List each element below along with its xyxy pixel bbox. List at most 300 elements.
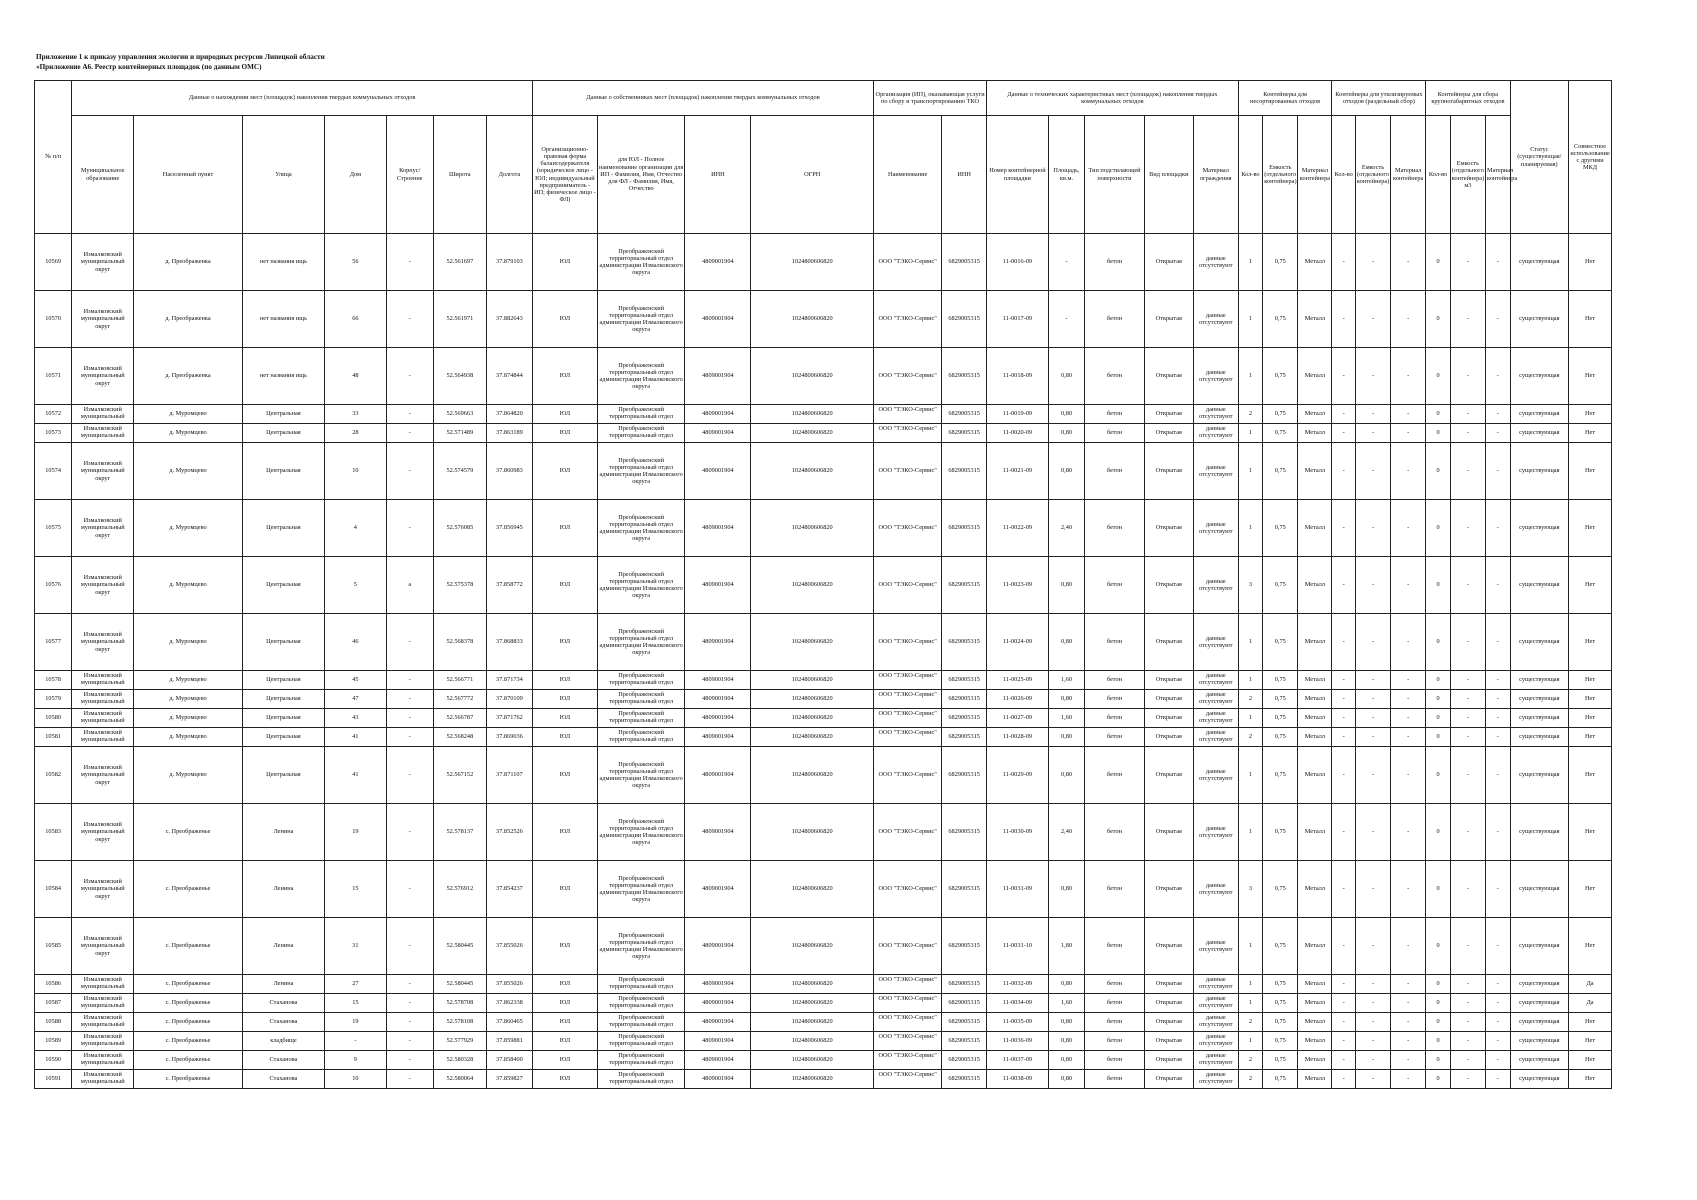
cell-building (386, 918, 433, 975)
cell-text: 2 (1248, 1018, 1252, 1026)
cell-text: бетон (1106, 942, 1122, 950)
cell-text: 37.856945 (496, 524, 523, 532)
cell-r-capacity (1355, 709, 1390, 728)
cell-street (242, 671, 324, 690)
cell-site-type (1144, 614, 1193, 671)
cell-r-count (1332, 728, 1355, 747)
cell-text: 1024800606820 (791, 980, 833, 988)
cell-text: существующая (1519, 258, 1560, 266)
cell-text: 37.860983 (496, 467, 523, 475)
cell-shared (1569, 747, 1612, 804)
cell-r-capacity (1355, 234, 1390, 291)
cell-site-type (1144, 709, 1193, 728)
cell-text: - (1407, 410, 1410, 418)
cell-building (386, 671, 433, 690)
cell-num (35, 405, 72, 424)
cell-text: Металл (1304, 942, 1326, 950)
cell-text: - (1342, 467, 1345, 475)
cell-text: 6829005315 (948, 638, 980, 646)
cell-text: существующая (1519, 1037, 1560, 1045)
cell-op-name (874, 1051, 942, 1070)
cell-text: Нет (1585, 828, 1596, 836)
cell-text: д. Муромцево (169, 638, 207, 646)
cell-settlement (134, 994, 243, 1013)
cell-legal-form (532, 747, 597, 804)
cell-site-number (987, 424, 1049, 443)
cell-num (35, 614, 72, 671)
cell-owner-name (597, 424, 684, 443)
cell-site-type (1144, 557, 1193, 614)
cell-shared (1569, 994, 1612, 1013)
cell-text: 37.863189 (496, 429, 523, 437)
cell-b-capacity (1450, 405, 1485, 424)
cell-owner-inn (685, 443, 751, 500)
cell-text: Ленина (273, 980, 294, 988)
cell-latitude (433, 1032, 486, 1051)
cell-op-inn (942, 861, 987, 918)
cell-text: Металл (1304, 771, 1326, 779)
cell-op-name (874, 614, 942, 671)
cell-site-type (1144, 348, 1193, 405)
cell-u-material (1298, 747, 1332, 804)
cell-latitude (433, 1013, 486, 1032)
cell-text: бетон (1106, 733, 1122, 741)
cell-r-count (1332, 614, 1355, 671)
cell-municipality (72, 1013, 134, 1032)
cell-latitude (433, 861, 486, 918)
cell-num (35, 1070, 72, 1089)
cell-shared (1569, 234, 1612, 291)
cell-r-material (1391, 291, 1426, 348)
cell-text: - (1371, 885, 1375, 893)
cell-text: Центральная (266, 467, 301, 475)
cell-b-count (1426, 728, 1451, 747)
cell-site-type (1144, 747, 1193, 804)
cell-b-capacity (1450, 557, 1485, 614)
cell-text: ООО "ТЭКО-Сервис" (878, 405, 937, 413)
cell-op-inn (942, 500, 987, 557)
cell-text: 10576 (45, 581, 62, 589)
cell-text: - (1466, 1018, 1469, 1026)
cell-area (1048, 557, 1084, 614)
cell-op-inn (942, 291, 987, 348)
cell-surface (1085, 690, 1145, 709)
cell-surface (1085, 671, 1145, 690)
cell-house (324, 443, 386, 500)
cell-text: д. Муромцево (169, 714, 207, 722)
cell-text: 10573 (45, 429, 62, 437)
cell-text: Открытая (1155, 467, 1182, 475)
cell-text: бетон (1106, 771, 1122, 779)
cell-text: 0,75 (1274, 828, 1286, 836)
cell-legal-form (532, 500, 597, 557)
cell-text: 37.879103 (496, 258, 523, 266)
cell-text: бетон (1106, 467, 1122, 475)
cell-text: 0,75 (1274, 771, 1286, 779)
cell-text: - (1466, 885, 1469, 893)
cell-text: 11-0029-09 (1002, 771, 1033, 779)
cell-text: 11-0028-09 (1002, 733, 1033, 741)
cell-b-capacity (1450, 671, 1485, 690)
cell-text: 37.859881 (496, 1037, 523, 1045)
cell-text: ЮЛ (559, 372, 571, 380)
cell-text: данные отсутствуют (1199, 690, 1233, 705)
cell-r-count (1332, 1070, 1355, 1089)
cell-text: существующая (1519, 999, 1560, 1007)
cell-text: - (1407, 714, 1410, 722)
cell-op-name (874, 918, 942, 975)
cell-municipality (72, 861, 134, 918)
cell-owner-inn (685, 975, 751, 994)
cell-owner-name (597, 975, 684, 994)
cell-text: Ленина (273, 885, 294, 893)
table-row (35, 291, 1612, 348)
cell-owner-ogrn (751, 1013, 874, 1032)
cell-text: Металл (1304, 638, 1326, 646)
cell-num (35, 1051, 72, 1070)
cell-text: 11-0023-09 (1002, 581, 1033, 589)
cell-latitude (433, 690, 486, 709)
cell-text: 1024800606820 (791, 638, 833, 646)
cell-text: ЮЛ (559, 999, 571, 1007)
cell-op-inn (942, 671, 987, 690)
cell-text: 4809001904 (702, 638, 734, 646)
cell-fence (1193, 1032, 1238, 1051)
cell-text: Открытая (1155, 410, 1182, 418)
cell-text: 11-0016-09 (1002, 258, 1033, 266)
table-row (35, 671, 1612, 690)
cell-fence (1193, 975, 1238, 994)
cell-fence (1193, 1070, 1238, 1089)
cell-text: - (408, 258, 411, 266)
cell-text: Преображенский территориальный отдел (609, 728, 674, 743)
cell-r-count (1332, 234, 1355, 291)
cell-text: Нет (1585, 942, 1596, 950)
cell-municipality (72, 994, 134, 1013)
cell-text: данные отсутствуют (1199, 577, 1233, 592)
cell-text: Преображенский территориальный отдел (609, 1051, 674, 1066)
cell-text: Нет (1585, 885, 1596, 893)
cell-b-count (1426, 861, 1451, 918)
cell-owner-name (597, 1051, 684, 1070)
cell-area (1048, 500, 1084, 557)
cell-b-count (1426, 690, 1451, 709)
cell-text: Преображенский территориальный отдел администрации Измалковского округа (599, 627, 683, 657)
cell-text: 0,75 (1274, 638, 1286, 646)
cell-text: 6829005315 (948, 581, 980, 589)
cell-u-material (1298, 918, 1332, 975)
cell-longitude (486, 1051, 532, 1070)
table-row (35, 709, 1612, 728)
cell-owner-inn (685, 690, 751, 709)
cell-text: Металл (1304, 714, 1326, 722)
cell-shared (1569, 671, 1612, 690)
cell-municipality (72, 671, 134, 690)
cell-text: 10 (352, 467, 359, 475)
cell-area (1048, 291, 1084, 348)
cell-text: Да (1586, 980, 1594, 988)
cell-area (1048, 671, 1084, 690)
cell-text: 0,75 (1274, 581, 1286, 589)
cell-status (1510, 614, 1569, 671)
cell-text: - (1466, 980, 1469, 988)
cell-shared (1569, 557, 1612, 614)
cell-text: существующая (1519, 410, 1560, 418)
cell-longitude (486, 804, 532, 861)
cell-text: с. Преображенье (165, 1056, 211, 1064)
cell-r-count (1332, 1032, 1355, 1051)
cell-text: 0 (1436, 733, 1440, 741)
cell-settlement (134, 690, 243, 709)
cell-building (386, 1051, 433, 1070)
cell-op-inn (942, 747, 987, 804)
cell-b-count (1426, 614, 1451, 671)
cell-area (1048, 1070, 1084, 1089)
cell-text: - (408, 980, 411, 988)
col-header-bulky-material: Материал контейнера (1485, 116, 1510, 234)
cell-fence (1193, 671, 1238, 690)
cell-u-count (1238, 918, 1263, 975)
cell-b-material (1485, 1032, 1510, 1051)
cell-fence (1193, 709, 1238, 728)
cell-shared (1569, 1032, 1612, 1051)
cell-street (242, 918, 324, 975)
cell-r-capacity (1355, 994, 1390, 1013)
cell-text: 6829005315 (948, 942, 980, 950)
cell-latitude (433, 804, 486, 861)
cell-text: - (1407, 942, 1410, 950)
cell-longitude (486, 291, 532, 348)
cell-u-capacity (1263, 1051, 1298, 1070)
cell-text: ООО "ТЭКО-Сервис" (878, 258, 937, 266)
cell-text: 1024800606820 (791, 771, 833, 779)
cell-r-capacity (1355, 348, 1390, 405)
cell-site-number (987, 861, 1049, 918)
cell-street (242, 424, 324, 443)
cell-text: 10591 (45, 1075, 62, 1083)
cell-text: 10583 (45, 828, 62, 836)
cell-text: Металл (1304, 315, 1326, 323)
cell-latitude (433, 1051, 486, 1070)
cell-text: 1024800606820 (791, 372, 833, 380)
cell-text: ЮЛ (559, 980, 571, 988)
cell-b-material (1485, 424, 1510, 443)
cell-municipality (72, 234, 134, 291)
cell-settlement (134, 291, 243, 348)
cell-text: 52.578108 (446, 1018, 474, 1026)
cell-house (324, 1051, 386, 1070)
cell-legal-form (532, 994, 597, 1013)
cell-text: - (408, 828, 411, 836)
col-header-owner-ogrn: ОГРН (751, 116, 874, 234)
cell-legal-form (532, 1013, 597, 1032)
cell-r-capacity (1355, 557, 1390, 614)
cell-building (386, 348, 433, 405)
cell-owner-name (597, 443, 684, 500)
cell-text: Центральная (266, 771, 301, 779)
cell-owner-inn (685, 747, 751, 804)
cell-site-type (1144, 1070, 1193, 1089)
cell-text: 0 (1436, 429, 1440, 437)
cell-text: ЮЛ (559, 942, 571, 950)
cell-op-inn (942, 424, 987, 443)
cell-text: - (1466, 638, 1469, 646)
cell-u-count (1238, 614, 1263, 671)
cell-text: существующая (1519, 714, 1560, 722)
cell-surface (1085, 424, 1145, 443)
cell-text: 4809001904 (702, 410, 734, 418)
cell-u-count (1238, 1032, 1263, 1051)
cell-owner-inn (685, 614, 751, 671)
cell-text: 10579 (45, 695, 62, 703)
cell-latitude (433, 291, 486, 348)
cell-text: - (1407, 315, 1410, 323)
cell-text: 52.580328 (446, 1056, 474, 1064)
cell-area (1048, 747, 1084, 804)
cell-text: 6829005315 (948, 828, 980, 836)
cell-settlement (134, 728, 243, 747)
cell-longitude (486, 975, 532, 994)
cell-u-capacity (1263, 709, 1298, 728)
cell-text: Стаханова (269, 999, 298, 1007)
cell-text: д. Преображенка (165, 258, 211, 266)
cell-text: Нет (1585, 581, 1596, 589)
col-header-unsorted-capacity: Емкость (отдельного контейнера) (1263, 116, 1298, 234)
cell-text: бетон (1106, 999, 1122, 1007)
cell-text: 0 (1436, 638, 1440, 646)
table-row (35, 424, 1612, 443)
cell-text: 0,75 (1274, 1037, 1286, 1045)
cell-surface (1085, 614, 1145, 671)
cell-text: - (1342, 999, 1345, 1007)
cell-site-number (987, 348, 1049, 405)
cell-text: Открытая (1155, 733, 1182, 741)
cell-municipality (72, 614, 134, 671)
cell-text: бетон (1106, 372, 1122, 380)
cell-u-count (1238, 728, 1263, 747)
cell-text: существующая (1519, 372, 1560, 380)
cell-text: 52.568378 (446, 638, 474, 646)
cell-text: 56 (352, 258, 359, 266)
cell-text: 52.566787 (446, 714, 474, 722)
cell-b-count (1426, 500, 1451, 557)
cell-text: нет названия ищь (259, 315, 307, 323)
cell-r-material (1391, 1070, 1426, 1089)
cell-u-material (1298, 443, 1332, 500)
cell-building (386, 424, 433, 443)
cell-r-count (1332, 443, 1355, 500)
cell-text: 11-0031-09 (1002, 885, 1033, 893)
cell-building (386, 1032, 433, 1051)
cell-text: 1024800606820 (791, 258, 833, 266)
cell-fence (1193, 1013, 1238, 1032)
cell-text: 0,80 (1060, 1018, 1072, 1026)
cell-text: Нет (1585, 1056, 1596, 1064)
cell-b-capacity (1450, 804, 1485, 861)
cell-building (386, 994, 433, 1013)
cell-municipality (72, 1051, 134, 1070)
cell-text: - (1342, 524, 1345, 532)
cell-text: бетон (1106, 524, 1122, 532)
cell-text: 9 (353, 1056, 357, 1064)
group-header-unsorted: Контейнеры для несортированных отходов (1238, 81, 1332, 116)
cell-text: Центральная (266, 733, 301, 741)
cell-owner-inn (685, 994, 751, 1013)
cell-text: Открытая (1155, 695, 1182, 703)
cell-shared (1569, 443, 1612, 500)
cell-r-capacity (1355, 1051, 1390, 1070)
cell-longitude (486, 557, 532, 614)
table-row (35, 500, 1612, 557)
cell-owner-inn (685, 234, 751, 291)
cell-text: данные отсутствуют (1199, 520, 1233, 535)
cell-r-count (1332, 1051, 1355, 1070)
cell-text: - (408, 676, 411, 684)
cell-text: Металл (1304, 980, 1326, 988)
cell-text: 48 (352, 372, 359, 380)
cell-text: - (408, 372, 411, 380)
cell-text: - (1496, 1075, 1499, 1083)
cell-text: 0 (1436, 581, 1440, 589)
cell-text: Металл (1304, 410, 1326, 418)
document-title-line-1: Приложение 1 к приказу управления экологии и природных ресурсов Липецкой области (36, 53, 325, 61)
cell-text: - (1466, 258, 1469, 266)
cell-text: - (1371, 676, 1375, 684)
cell-op-name (874, 234, 942, 291)
cell-text: Измалковский муниципальный (80, 671, 125, 686)
cell-site-number (987, 747, 1049, 804)
cell-u-capacity (1263, 500, 1298, 557)
cell-text: 10586 (45, 980, 62, 988)
cell-surface (1085, 557, 1145, 614)
cell-shared (1569, 424, 1612, 443)
cell-text: д. Муромцево (169, 410, 207, 418)
cell-b-capacity (1450, 500, 1485, 557)
cell-text: существующая (1519, 942, 1560, 950)
col-header-unsorted-material: Материал контейнера (1298, 116, 1332, 234)
cell-text: Преображенский территориальный отдел (609, 424, 674, 439)
cell-text: 52.580064 (446, 1075, 474, 1083)
cell-text: ЮЛ (559, 315, 571, 323)
cell-text: Нет (1585, 1075, 1596, 1083)
cell-r-capacity (1355, 291, 1390, 348)
cell-b-capacity (1450, 1070, 1485, 1089)
cell-text: 4809001904 (702, 315, 734, 323)
group-header-technical: Данные о технических характеристиках мест (площадок) накопления твердых коммунальных отходов (987, 81, 1239, 116)
cell-r-count (1332, 918, 1355, 975)
cell-text: 0,80 (1060, 885, 1072, 893)
cell-house (324, 291, 386, 348)
cell-settlement (134, 918, 243, 975)
cell-op-inn (942, 975, 987, 994)
cell-op-name (874, 747, 942, 804)
cell-u-material (1298, 500, 1332, 557)
cell-owner-inn (685, 804, 751, 861)
cell-op-name (874, 994, 942, 1013)
cell-street (242, 690, 324, 709)
cell-b-capacity (1450, 1013, 1485, 1032)
cell-longitude (486, 405, 532, 424)
cell-municipality (72, 1032, 134, 1051)
group-header-row (35, 81, 1612, 116)
cell-text: данные отсутствуют (1199, 1070, 1233, 1085)
cell-text: существующая (1519, 429, 1560, 437)
cell-house (324, 424, 386, 443)
cell-site-number (987, 975, 1049, 994)
cell-b-count (1426, 291, 1451, 348)
cell-r-capacity (1355, 671, 1390, 690)
cell-op-name (874, 690, 942, 709)
